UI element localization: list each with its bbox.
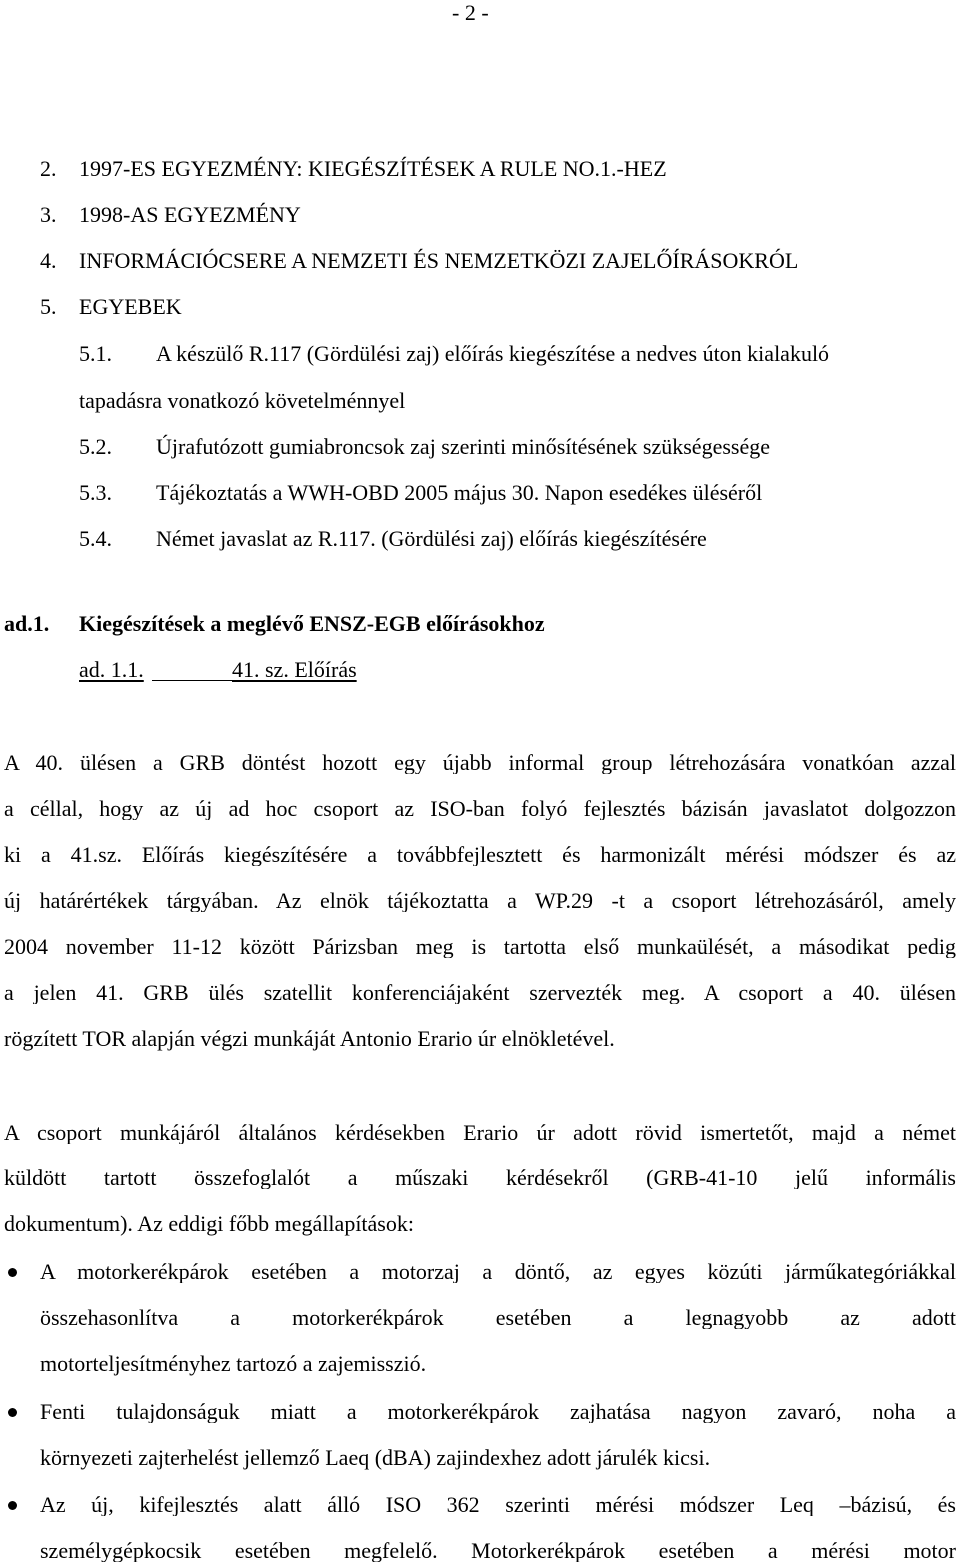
list-item-line: környezeti zajterhelést jellemző Laeq (dBA) zajindexhez adott járulék kicsi. <box>40 1445 711 1470</box>
agenda-subitem-number: 5.2. <box>79 434 112 459</box>
bullet-icon <box>8 1408 17 1417</box>
paragraph-line: új határértékek tárgyában. Az elnök tájékoztatta a WP.29 -t a csoport létrehozásáról, amely <box>4 890 956 912</box>
section-title: Kiegészítések a meglévő ENSZ-EGB előírásokhoz <box>79 611 545 636</box>
paragraph-line: A 40. ülésen a GRB döntést hozott egy újabb informal group létrehozására vonatkóan azzal <box>4 752 956 774</box>
paragraph-line: rögzített TOR alapján végzi munkáját Antonio Erario úr elnökletével. <box>4 1026 615 1051</box>
agenda-subitem-text: Német javaslat az R.117. (Gördülési zaj) előírás kiegészítésére <box>156 526 707 551</box>
agenda-item-text: INFORMÁCIÓCSERE A NEMZETI ÉS NEMZETKÖZI ZAJELŐÍRÁSOKRÓL <box>79 248 799 273</box>
subsection-title: 41. sz. Előírás <box>232 657 357 682</box>
agenda-subitem-text: Tájékoztatás a WWH-OBD 2005 május 30. Napon esedékes üléséről <box>156 480 763 505</box>
list-item-line: Az új, kifejlesztés alatt álló ISO 362 szerinti mérési módszer Leq –bázisú, és <box>40 1494 956 1516</box>
list-item-line: Fenti tulajdonságuk miatt a motorkerékpárok zajhatása nagyon zavaró, noha a <box>40 1401 956 1423</box>
paragraph-line: a jelen 41. GRB ülés szatellit konferenciájaként szervezték meg. A csoport a 40. ülésen <box>4 982 956 1004</box>
agenda-subitem-text: A készülő R.117 (Gördülési zaj) előírás kiegészítése a nedves úton kialakuló <box>156 341 830 366</box>
list-item-line: összehasonlítva a motorkerékpárok esetében a legnagyobb az adott <box>40 1307 956 1329</box>
agenda-item-number: 4. <box>40 248 57 273</box>
agenda-item-text: 1998-AS EGYEZMÉNY <box>79 202 301 227</box>
agenda-item-text: 1997-ES EGYEZMÉNY: KIEGÉSZÍTÉSEK A RULE NO.1.-HEZ <box>79 156 667 181</box>
list-item-line: A motorkerékpárok esetében a motorzaj a döntő, az egyes közúti járműkategóriákkal <box>40 1261 956 1283</box>
agenda-subitem-text: tapadásra vonatkozó követelménnyel <box>79 388 406 413</box>
agenda-item-number: 3. <box>40 202 57 227</box>
paragraph-line: küldött tartott összefoglalót a műszaki kérdésekről (GRB-41-10 jelű informális <box>4 1167 956 1189</box>
section-number: ad.1. <box>4 611 50 636</box>
bullet-icon <box>8 1268 17 1277</box>
bullet-icon <box>8 1501 17 1510</box>
list-item-line: személygépkocsik esetében megfelelő. Motorkerékpárok esetében a mérési motor <box>40 1540 956 1562</box>
agenda-subitem-number: 5.4. <box>79 526 112 551</box>
agenda-item-number: 5. <box>40 294 57 319</box>
agenda-item-text: EGYEBEK <box>79 294 182 319</box>
subsection-number: ad. 1.1. <box>79 657 144 682</box>
paragraph-line: ki a 41.sz. Előírás kiegészítésére a továbbfejlesztett és harmonizált mérési módszer és az <box>4 844 956 866</box>
page-number: - 2 - <box>452 0 489 25</box>
paragraph-line: 2004 november 11-12 között Párizsban meg is tartotta első munkaülését, a másodikat pedig <box>4 936 956 958</box>
paragraph-line: dokumentum). Az eddigi főbb megállapítások: <box>4 1211 414 1236</box>
list-item-line: motorteljesítményhez tartozó a zajemisszió. <box>40 1351 427 1376</box>
agenda-subitem-text: Újrafutózott gumiabroncsok zaj szerinti minősítésének szükségessége <box>156 434 770 459</box>
agenda-subitem-number: 5.1. <box>79 341 112 366</box>
subsection-underline-gap <box>152 659 232 683</box>
agenda-item-number: 2. <box>40 156 57 181</box>
paragraph-line: a céllal, hogy az új ad hoc csoport az ISO-ban folyó fejlesztés bázisán javaslatot dolgozzon <box>4 798 956 820</box>
agenda-subitem-number: 5.3. <box>79 480 112 505</box>
paragraph-line: A csoport munkájáról általános kérdésekben Erario úr adott rövid ismertetőt, majd a német <box>4 1122 956 1144</box>
